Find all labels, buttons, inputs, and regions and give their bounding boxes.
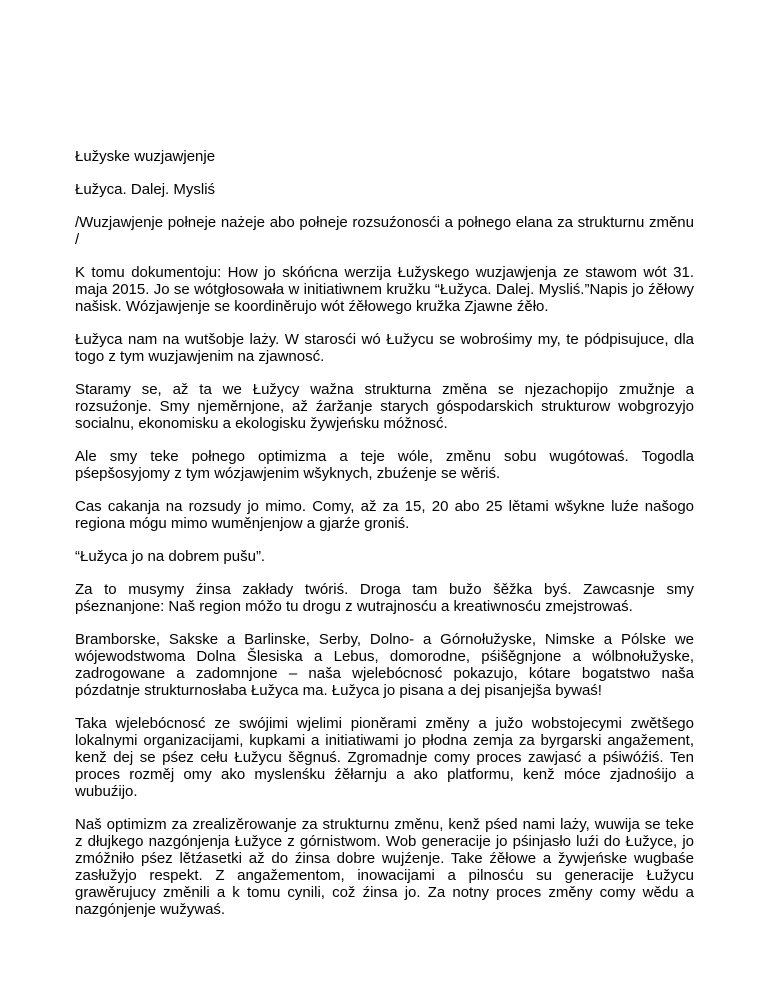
paragraph: Łužyca nam na wutšobje laży. W starosći wó Łužycu se wobrośimy my, te pódpisujuce, dla togo z tym wuzjawjenim na zjawnosć. [75, 331, 694, 365]
paragraph: Bramborske, Sakske a Barlinske, Serby, Dolno- a Górnołužyske, Nimske a Pólske we wójewodstwoma Dolna Šlesiska a Lebus, domorodne, pśišěgnjone a wólbnołužyske, zadrogowane a zadomnjone – naša wjelebócnosć pokazujo, kótare bogatstwo naša pózdatnje strukturnosłaba Łužyca ma. Łužyca jo pisana a dej pisanjejša bywaś! [75, 631, 694, 699]
paragraph: Ale smy teke połnego optimizma a teje wóle, změnu sobu wugótowaś. Togodla pśepšosyjomy z tym wózjawjenim wšyknych, zbuźenje se wěriś. [75, 448, 694, 482]
document-subtitle: /Wuzjawjenje połneje nażeje abo połneje rozsuźonosći a połnego elana za strukturnu změnu / [75, 214, 694, 248]
paragraph: Staramy se, až ta we Łužycy wažna strukturna změna se njezachopijo zmužnje a rozsuźonje. Smy njeměrnjone, až źaržanje starych góspodarskich strukturow wobgrozyjo socialnu, ekonomisku a ekologisku žywjeńsku móžnosć. [75, 381, 694, 432]
paragraph: Za to musymy źinsa zakłady twóriś. Droga tam bužo šěžka byś. Zawcasnje smy pśeznanjone: Naš region móžo tu drogu z wutrajnosću a kreatiwnosću zmejstrowaś. [75, 581, 694, 615]
paragraph: Taka wjelebócnosć ze swójimi wjelimi pioněrami změny a južo wobstojecymi zwětšego lokalnymi organizacijami, kupkami a initiatiwami jo płodna zemja za byrgarski angažement, kenž dej se pśez cełu Łužycu šěgnuś. Zgromadnje comy proces zawjasć a pśiwóźiś. Ten proces rozměj omy ako myslenśku źěłarnju a ako platformu, kenž móce zjadnośijo a wubuźijo. [75, 715, 694, 800]
paragraph: Naš optimizm za zrealizěrowanje za strukturnu změnu, kenž pśed nami laży, wuwija se teke z dłujkego nazgónjenja Łužyce z górnistwom. Wob generacije jo pśinjasło luźi do Łužyce, jo zmóžniło pśez lětźasetki až do źinsa dobre wujźenje. Take źěłowe a žywjeńske wugbaśe zasłužyjo respekt. Z angažementom, inowacijami a pilnosću su generacije Łužycu grawěrujucy změnili a k tomu cynili, což źinsa jo. Za notny proces změny comy wědu a nazgónjenje wužywaś. [75, 816, 694, 918]
paragraph-about-document: K tomu dokumentoju: How jo skóńcna werzija Łužyskego wuzjawjenja ze stawom wót 31. maja 2015. Jo se wótgłosowała w initiatiwnem kružku “Łužyca. Dalej. Mysliś.”Napis jo źěłowy našisk. Wózjawjenje se koordiněrujo wót źěłowego kružka Zjawne źěło. [75, 264, 694, 315]
document-body [75, 148, 694, 934]
paragraph: Cas cakanja na rozsudy jo mimo. Comy, až za 15, 20 abo 25 lětami wšykne luźe našogo regiona mógu mimo wuměnjenjow a gjarźe groniś. [75, 498, 694, 532]
document-slogan: Łužyca. Dalej. Mysliś [75, 181, 216, 198]
document-title: Łužyske wuzjawjenje [75, 148, 216, 165]
quote: “Łužyca jo na dobrem pušu”. [75, 548, 266, 565]
